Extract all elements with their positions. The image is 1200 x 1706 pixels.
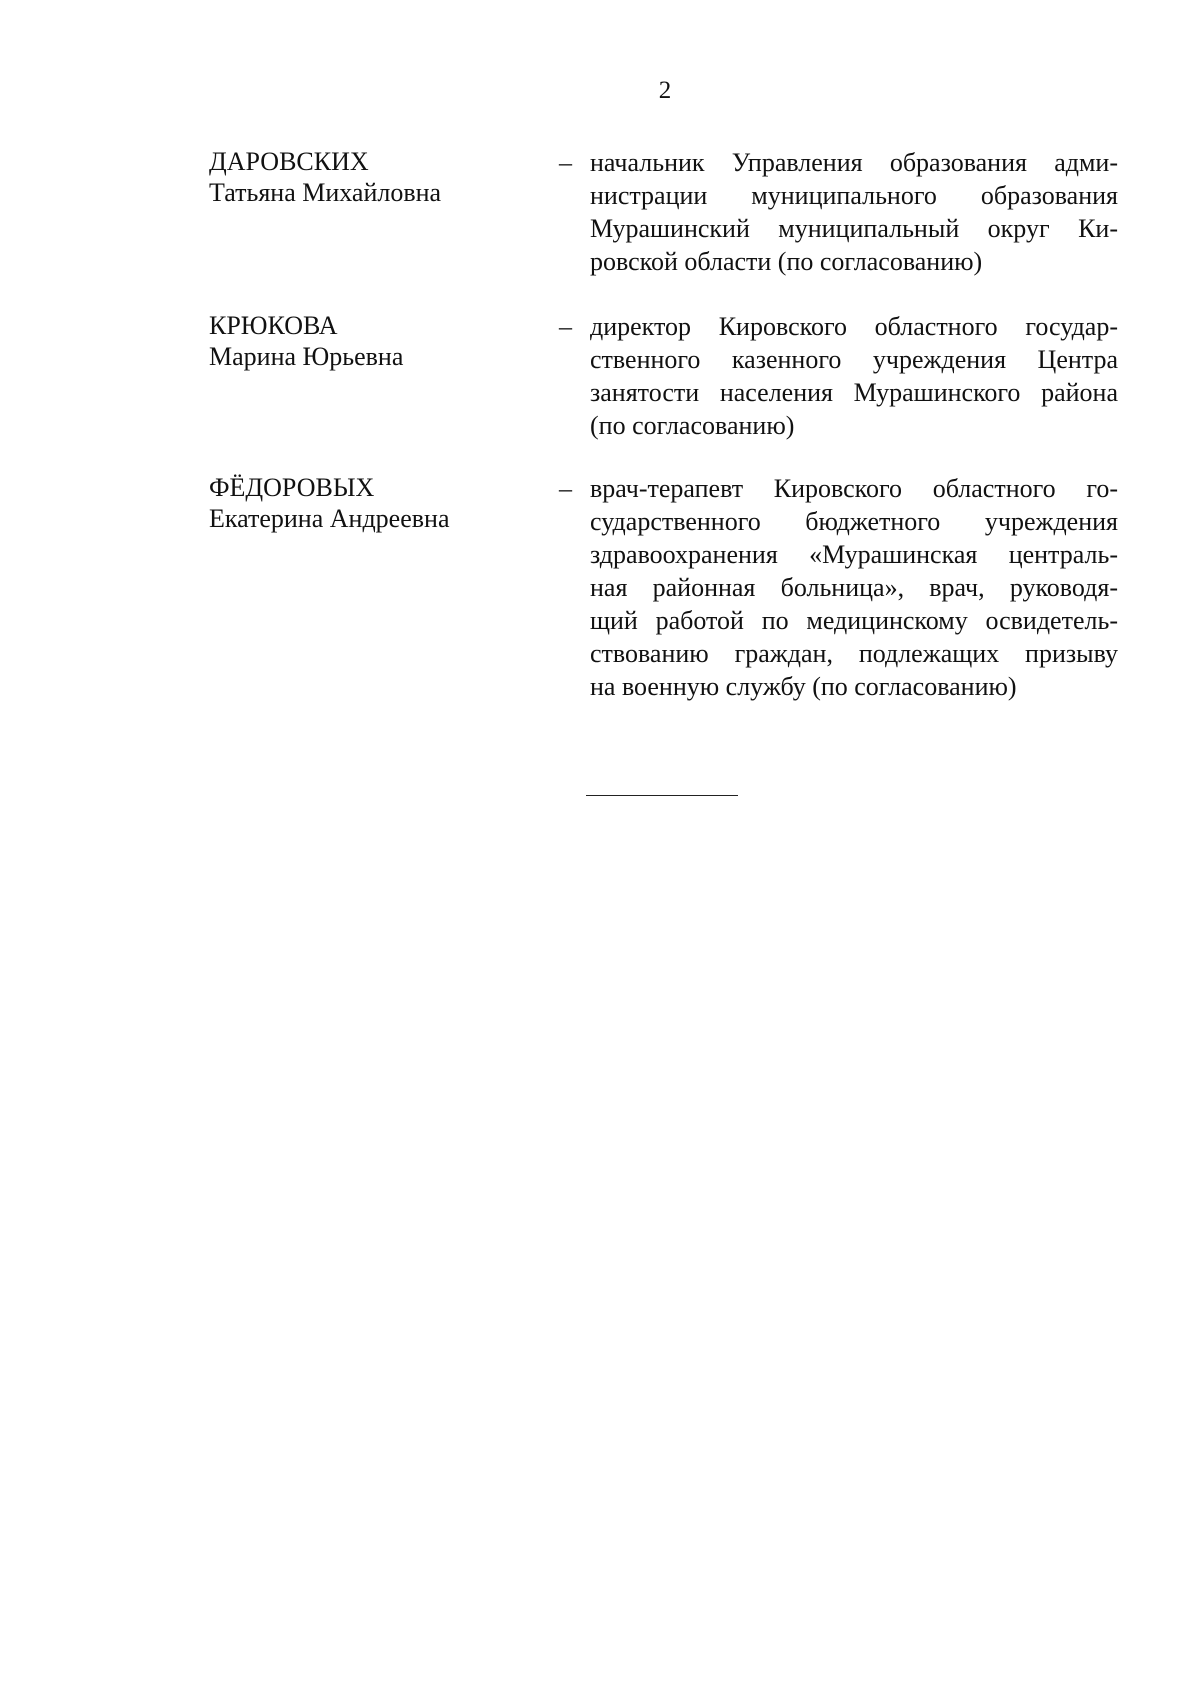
dash-separator: – bbox=[559, 148, 572, 177]
dash-separator: – bbox=[559, 312, 572, 341]
role-line: начальник Управления образования адми- bbox=[590, 148, 1118, 177]
member-given-names: Марина Юрьевна bbox=[209, 342, 404, 371]
member-given-names: Екатерина Андреевна bbox=[209, 504, 450, 533]
member-name bbox=[209, 310, 539, 372]
member-role bbox=[590, 310, 1118, 442]
end-of-list-rule bbox=[586, 795, 738, 796]
role-line: Мурашинский муниципальный округ Ки- bbox=[590, 214, 1118, 243]
role-line: нистрации муниципального образования bbox=[590, 181, 1118, 210]
role-line: здравоохранения «Мурашинская централь- bbox=[590, 540, 1118, 569]
role-line: на военную службу (по согласованию) bbox=[590, 672, 1017, 701]
member-surname: КРЮКОВА bbox=[209, 311, 338, 340]
role-line: врач-терапевт Кировского областного го- bbox=[590, 474, 1118, 503]
role-line: директор Кировского областного государ- bbox=[590, 312, 1118, 341]
page-number: 2 bbox=[658, 77, 672, 104]
member-role bbox=[590, 146, 1118, 278]
role-line: ствованию граждан, подлежащих призыву bbox=[590, 639, 1118, 668]
role-line: (по согласованию) bbox=[590, 411, 795, 440]
member-surname: ДАРОВСКИХ bbox=[209, 147, 369, 176]
role-line: ственного казенного учреждения Центра bbox=[590, 345, 1118, 374]
member-given-names: Татьяна Михайловна bbox=[209, 178, 442, 207]
member-name bbox=[209, 146, 539, 208]
dash-separator: – bbox=[559, 474, 572, 503]
member-name bbox=[209, 472, 539, 534]
member-role bbox=[590, 472, 1118, 703]
role-line: ровской области (по согласованию) bbox=[590, 247, 983, 276]
role-line: занятости населения Мурашинского района bbox=[590, 378, 1118, 407]
role-line: щий работой по медицинскому освидетель- bbox=[590, 606, 1118, 635]
role-line: ная районная больница», врач, руководя- bbox=[590, 573, 1118, 602]
member-surname: ФЁДОРОВЫХ bbox=[209, 473, 375, 502]
role-line: сударственного бюджетного учреждения bbox=[590, 507, 1118, 536]
